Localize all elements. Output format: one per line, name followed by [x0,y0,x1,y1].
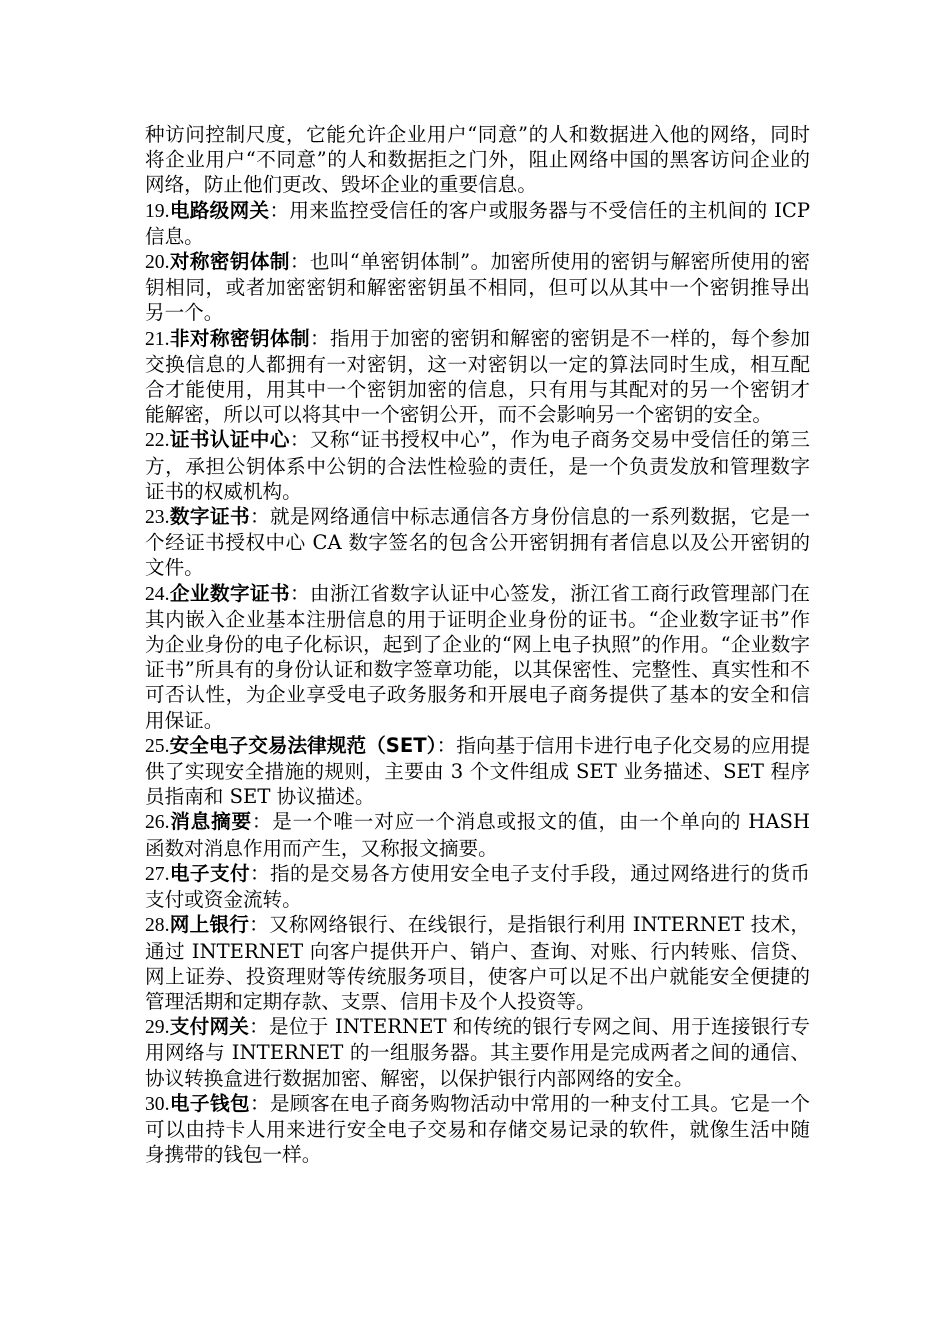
entry-description: ：指的是交易各方使用安全电子支付手段，通过网络进行的货币支付或资金流转。 [145,861,810,912]
glossary-entry [145,581,810,733]
glossary-entry [145,198,810,249]
entry-description: ：是位于 INTERNET 和传统的银行专网之间、用于连接银行专用网络与 INTERNET 的一组服务器。其主要作用是完成两者之间的通信、协议转换盒进行数据加密、解密，以保护银行内部网络的安全。 [145,1015,810,1090]
entry-number: 20. [145,252,170,274]
glossary-entry [145,249,810,326]
glossary-entry [145,861,810,912]
entry-term: 企业数字证书 [169,581,291,605]
entry-term: 电路级网关 [169,198,270,222]
glossary-entry [145,326,810,428]
entry-description: ：又称网络银行、在线银行，是指银行利用 INTERNET 技术，通过 INTERNET 向客户提供开户、销户、查询、对账、行内转账、信贷、网上证券、投资理财等传统服务项目，使客户可以足不出户就能安全便捷的管理活期和定期存款、支票、信用卡及个人投资等。 [145,913,810,1013]
entry-number: 28. [145,915,170,937]
entry-description: ：就是网络通信中标志通信各方身份信息的一系列数据，它是一个经证书授权中心 CA 数字签名的包含公开密钥拥有者信息以及公开密钥的文件。 [145,505,810,580]
entry-term: 证书认证中心 [169,428,290,452]
glossary-entry [145,733,810,810]
entry-description: ：由浙江省数字认证中心签发，浙江省工商行政管理部门在其内嵌入企业基本注册信息的用于证明企业身份的证书。“企业数字证书”作为企业身份的电子化标识，起到了企业的“网上电子执照”的作用。“企业数字证书”所具有的身份认证和数字签章功能，以其保密性、完整性、真实性和不可否认性，为企业享受电子政务服务和开展电子商务提供了基本的安全和信用保证。 [145,581,810,732]
entry-description: ：是一个唯一对应一个消息或报文的值，由一个单向的 HASH 函数对消息作用而产生，又称报文摘要。 [145,810,810,860]
glossary-entry [145,1014,810,1091]
entry-term: 消息摘要 [169,810,252,834]
entry-description: ：用来监控受信任的客户或服务器与不受信任的主机间的 ICP 信息。 [145,198,810,248]
entry-term: 电子钱包 [169,1091,250,1115]
entry-number: 19. [145,200,170,222]
glossary-entry [145,504,810,581]
entry-number: 26. [145,812,170,834]
entry-term: 电子支付 [169,861,250,885]
glossary-entry [145,809,810,860]
entry-number: 29. [145,1017,170,1039]
entry-number: 25. [145,735,170,757]
entry-description: ：也叫“单密钥体制”。加密所使用的密钥与解密所使用的密钥相同，或者加密密钥和解密密钥虽不相同，但可以从其中一个密钥推导出另一个。 [145,250,810,325]
entry-description: ：又称“证书授权中心”，作为电子商务交易中受信任的第三方，承担公钥体系中公钥的合法性检验的责任，是一个负责发放和管理数字证书的权威机构。 [145,428,810,503]
document-page [145,122,810,1167]
glossary-list [145,198,810,1168]
entry-description: ：指用于加密的密钥和解密的密钥是不一样的，每个参加交换信息的人都拥有一对密钥，这一对密钥以一定的算法同时生成，相互配合才能使用，用其中一个密钥加密的信息，只有用与其配对的另一个密钥才能解密，所以可以将其中一个密钥公开，而不会影响另一个密钥的安全。 [145,326,810,427]
entry-term: 安全电子交易法律规范（SET） [169,733,437,757]
glossary-entry [145,1091,810,1168]
intro-paragraph: 种访问控制尺度，它能允许企业用户“同意”的人和数据进入他的网络，同时将企业用户“不同意”的人和数据拒之门外，阻止网络中国的黑客访问企业的网络，防止他们更改、毁坏企业的重要信息。 [145,123,810,197]
entry-number: 30. [145,1093,170,1115]
entry-term: 非对称密钥体制 [169,326,311,350]
entry-term: 对称密钥体制 [169,250,290,274]
entry-term: 网上银行 [169,913,250,937]
entry-description: ：是顾客在电子商务购物活动中常用的一种支付工具。它是一个可以由持卡人用来进行安全电子交易和存储交易记录的软件，就像生活中随身携带的钱包一样。 [145,1091,810,1167]
entry-description: ：指向基于信用卡进行电子化交易的应用提供了实现安全措施的规则，主要由 3 个文件组成 SET 业务描述、SET 程序员指南和 SET 协议描述。 [145,733,811,809]
entry-number: 21. [145,328,170,350]
entry-number: 24. [145,583,170,605]
entry-number: 27. [145,863,170,885]
entry-number: 22. [145,430,170,452]
entry-number: 23. [145,507,170,529]
glossary-entry [145,912,810,1014]
entry-term: 支付网关 [169,1015,250,1039]
entry-term: 数字证书 [169,505,250,529]
glossary-entry [145,427,810,504]
